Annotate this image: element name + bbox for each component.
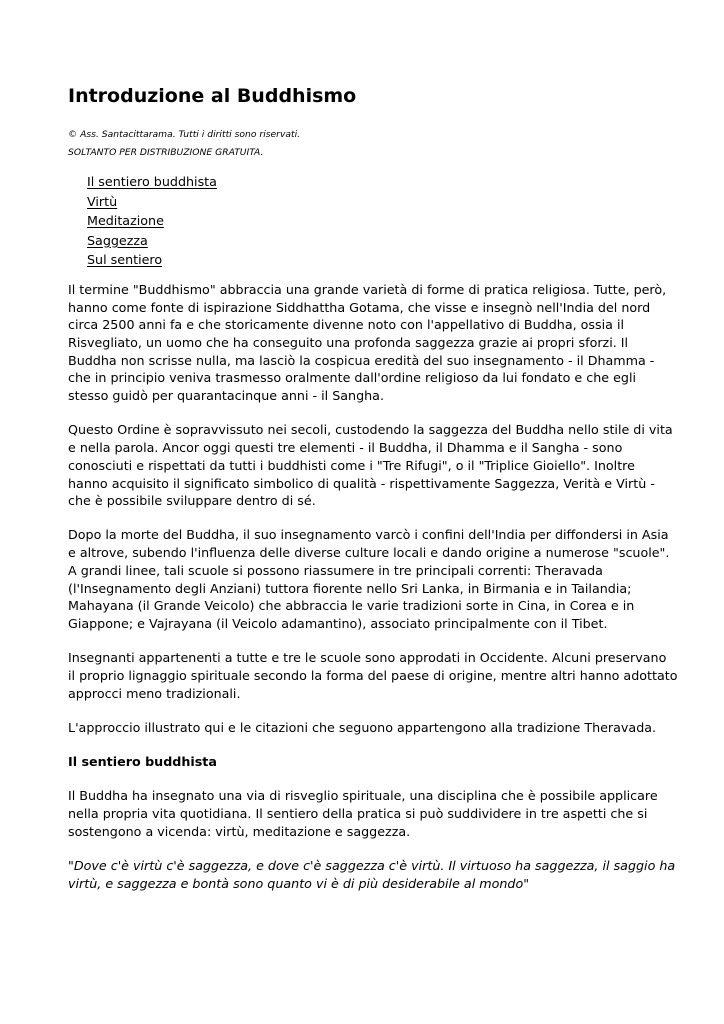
toc-link-il-sentiero-buddhista[interactable]: Il sentiero buddhista [87,174,217,189]
text-line: e altrove, subendo l'influenza delle diverse culture locali e dando origine a numerose "scuole". [68,545,670,561]
intro-paragraph-2 [68,421,673,510]
text-line: Questo Ordine è sopravvissuto nei secoli, custodendo la saggezza del Buddha nello stile di vita [68,422,673,438]
intro-paragraph-1 [68,281,667,405]
text-line: e nella parola. Ancor oggi questi tre elementi - il Buddha, il Dhamma e il Sangha - sono [68,440,623,456]
buddha-quote [68,857,676,892]
text-line: hanno come fonte di ispirazione Siddhattha Gotama, che visse e insegnò nell'India del nord [68,299,651,315]
text-line: Il Buddha ha insegnato una via di risveglio spirituale, una disciplina che è possibile applicare [68,788,658,804]
text-line: Risvegliato, un uomo che ha conseguito una profonda saggezza grazie ai propri sforzi. Il [68,335,629,351]
toc-link-saggezza[interactable]: Saggezza [87,232,148,248]
text-line: Il termine "Buddhismo" abbraccia una grande varietà di forme di pratica religiosa. Tutte, però, [68,281,667,297]
text-line: conosciuti e rispettati da tutti i buddhisti come i "Tre Rifugi", o il "Triplice Gioiello". Inoltre [68,457,635,473]
text-line: Mahayana (il Grande Veicolo) che abbraccia le varie tradizioni sorte in Cina, in Corea e in [68,598,635,614]
table-of-contents [87,172,660,270]
text-line: Dopo la morte del Buddha, il suo insegnamento varcò i confini dell'India per diffondersi in Asia [68,527,669,543]
text-line: che in principio veniva trasmesso oralmente dall'ordine religioso da lui fondato e che egli [68,370,636,386]
toc-link-meditazione[interactable]: Meditazione [87,213,164,229]
toc-item [87,172,660,192]
toc-link-virtu[interactable]: Virtù [87,193,118,209]
text-line: (l'Insegnamento degli Anziani) tuttora fiorente nello Sri Lanka, in Birmania e in Tailandia; [68,580,632,596]
page-title: Introduzione al Buddhismo [68,85,357,107]
toc-item [87,211,660,231]
text-line: Buddha non scrisse nulla, ma lasciò la cospicua eredità del suo insegnamento - il Dhamma - [68,352,655,368]
intro-paragraph-4 [68,649,678,702]
text-line: che è possibile sviluppare dentro di sé. [68,493,316,509]
copyright-notice: © Ass. Santacittarama. Tutti i diritti sono riservati. [68,129,301,140]
text-line: A grandi linee, tali scuole si possono riassumere in tre principali correnti: Theravada [68,562,603,578]
document-page [68,84,678,909]
toc-item [87,231,660,251]
text-line: sostengono a vicenda: virtù, meditazione e saggezza. [68,823,411,839]
toc-link-sul-sentiero[interactable]: Sul sentiero [87,252,163,268]
toc-item [87,192,660,212]
text-line: il proprio lignaggio spirituale secondo la forma del paese di origine, mentre altri hanno adottato [68,667,678,683]
intro-paragraph-5 [68,719,660,737]
text-line: "Dove c'è virtù c'è saggezza, e dove c'è saggezza c'è virtù. Il virtuoso ha saggezza, il saggio ha [68,858,676,874]
section-heading-il-sentiero-buddhista: Il sentiero buddhista [68,753,217,769]
text-line: nella propria vita quotidiana. Il sentiero della pratica si può suddividere in tre aspetti che si [68,806,648,822]
text-line: approcci meno tradizionali. [68,685,241,701]
toc-item [87,250,660,270]
text-line: circa 2500 anni fa e che storicamente divenne noto con l'appellativo di Buddha, ossia il [68,317,625,333]
text-line: stesso guidò per quarantacinque anni - il Sangha. [68,388,384,404]
text-line: L'approccio illustrato qui e le citazioni che seguono appartengono alla tradizione Theravada. [68,719,657,735]
text-line: Insegnanti appartenenti a tutte e tre le scuole sono approdati in Occidente. Alcuni preservano [68,650,667,666]
text-line: virtù, e saggezza e bontà sono quanto vi è di più desiderabile al mondo" [68,875,530,891]
intro-paragraph-3 [68,526,670,632]
text-line: Giappone; e Vajrayana (il Veicolo adamantino), associato principalmente con il Tibet. [68,615,608,631]
section-paragraph [68,787,660,840]
text-line: hanno acquisito il significato simbolico di qualità - rispettivamente Saggezza, Verità e Virtù - [68,475,655,491]
distribution-notice: SOLTANTO PER DISTRIBUZIONE GRATUITA. [68,147,264,158]
